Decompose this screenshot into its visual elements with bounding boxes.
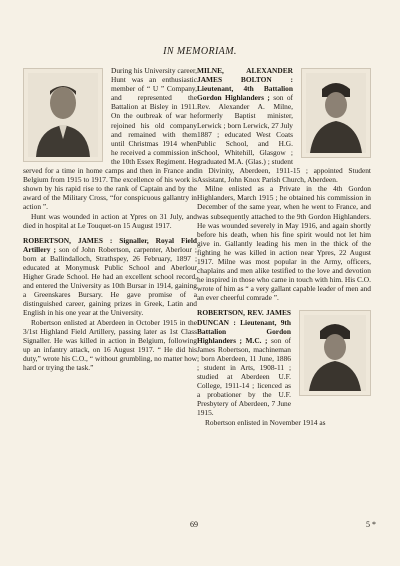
milne-paragraph-1: son of Rev. Alexander A. Milne, formerly Baptist minister, Lerwick ; born Lerwick, 27 July 1887 ; educated West Coats Public School, and H.G. School, Whitehill, Glasgow ; graduated M.A. (Glas.) ; student in Divinity, Aberdeen, 1911-15 ; appointed Student Assistant, John Knox Parish Church, Aberdeen. — [197, 93, 371, 185]
robertson-rev-entry — [197, 308, 371, 417]
hunt-paragraph-2: Hunt was wounded in action at Ypres on 31 July, and died in hospital at Le Touquet-on 15 August 1917. — [23, 211, 197, 230]
robertson-james-heading: ROBERTSON, JAMES : Signaller, Royal Field Artillery ; — [23, 235, 197, 254]
robertson-james-paragraph-2: Robertson enlisted at Aberdeen in October 1915 in the 3/1st Highland Field Artillery, passing later as 1st Class Signaller. He was killed in action in Belgium, following up an infantry attack, on 16 August 1917. “ He did his duty,” wrote his C.O., “ without grumbling, no matter how hard or trying the task.” — [23, 317, 197, 372]
portrait-icon — [28, 73, 98, 157]
robertson-james-paragraph-1: son of John Robertson, carpenter, Aberlour ; born at Ballindalloch, Strathspey, 26 February, 1897 ; educated at Monymusk Public School and Aberlour Higher Grade School. He had an excellent school record, and entered the University as 10th Bursar in 1914, gaining a Greenskares Bursary. He gave promise of a distinguished career, gaining prizes in Greek, Latin and English in his one year at the University. — [23, 244, 197, 318]
robertson-rev-heading: ROBERTSON, REV. JAMES DUNCAN : Lieutenant, 9th Battalion Gordon Highlanders ; M.C. ; — [197, 308, 291, 345]
page-title: IN MEMORIAM. — [163, 46, 237, 57]
milne-paragraph-2: Milne enlisted as a Private in the 4th Gordon Highlanders, March 1915 ; he obtained his commission in December of the same year, when he went to France, and was subsequently attached to the 9th Gordon Highlanders. He was wounded severely in May 1916, and again shortly before his death, when his fine spirit would not let him give in. Gallantly leading his men in the thick of the fighting he was killed in action near Ypres, 22 August 1917. Milne was most popular in the Army, officers, chaplains and men alike testified to the love and devotion he inspired in those who came in touch with him. His C.O. wrote of him as “ a very gallant capable leader of men and an ever cheerful comrade ”. — [197, 184, 371, 303]
left-column — [23, 66, 197, 372]
hunt-portrait-photo — [23, 68, 103, 162]
hunt-paragraph-1: During his University career, Hunt was an enthusiastic member of “ U ” Company, and represented the Battalion at Bisley in 1911. On the outbreak of war he rejoined his old company and remained with them until Christmas 1914 when he received a commission in the 10th Essex Regiment. He served for a time in home camps and then in France and Belgium from 1915 to 1917. The excellence of his work is shown by his rapid rise to the rank of Captain and by the award of the Military Cross, “for conspicuous gallantry in action ”. — [23, 66, 198, 212]
robertson-rev-paragraph-1: son of James Robertson, machineman ; born Aberdeen, 11 June, 1886 ; student in Arts, 1908-11 ; studied at Aberdeen U.F. College, 1911-14 ; licenced as a probationer by the U.F. Presbytery of Aberdeen, 7 June 1915. — [197, 335, 291, 418]
page-number: 69 — [190, 520, 198, 529]
signature-mark: 5 * — [366, 520, 376, 529]
milne-heading: MILNE, ALEXANDER JAMES BOLTON : Lieutenant, 4th Battalion Gordon Highlanders ; — [197, 66, 293, 103]
robertson-james-entry — [23, 236, 197, 318]
milne-entry — [197, 66, 371, 184]
robertson-rev-paragraph-2: Robertson enlisted in November 1914 as — [205, 417, 326, 427]
right-column — [197, 66, 371, 427]
milne-portrait-photo — [301, 68, 371, 158]
portrait-icon — [304, 315, 366, 391]
portrait-icon — [306, 73, 366, 153]
robertson-rev-portrait-photo — [299, 310, 371, 396]
